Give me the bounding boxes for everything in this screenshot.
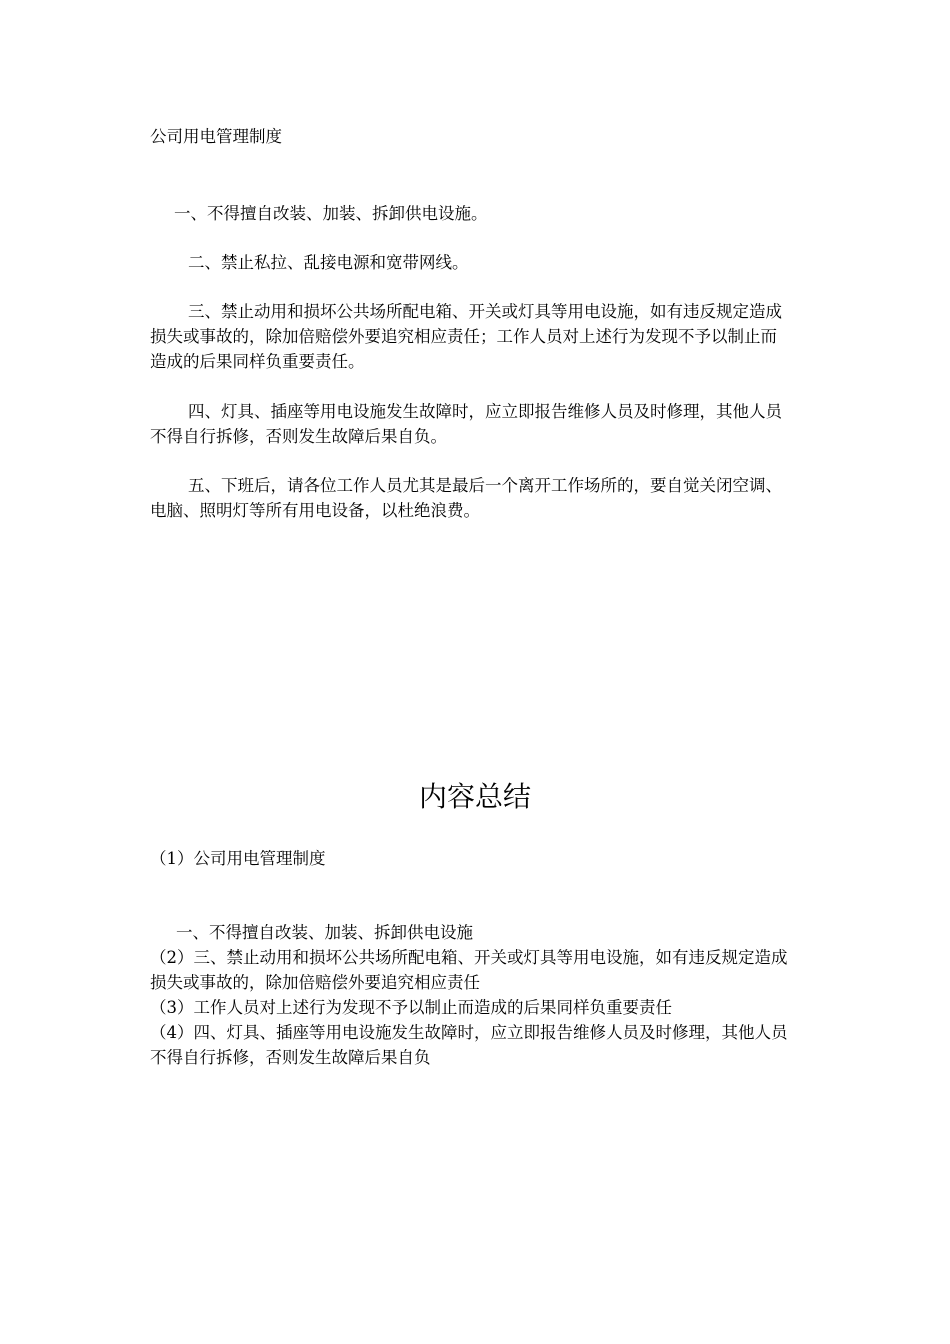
summary-list	[150, 920, 790, 1070]
rule-4: 四、灯具、插座等用电设施发生故障时，应立即报告维修人员及时修理，其他人员不得自行拆修，否则发生故障后果自负。	[150, 402, 782, 446]
rule-2: 二、禁止私拉、乱接电源和宽带网线。	[188, 253, 469, 272]
summary-line: 一、不得擅自改装、加装、拆卸供电设施	[176, 923, 473, 942]
summary-item-1: （1）公司用电管理制度	[150, 849, 326, 868]
rule-5: 五、下班后，请各位工作人员尤其是最后一个离开工作场所的，要自觉关闭空调、电脑、照明灯等所有用电设备，以杜绝浪费。	[150, 476, 782, 520]
rule-3: 三、禁止动用和损坏公共场所配电箱、开关或灯具等用电设施，如有违反规定造成损失或事故的，除加倍赔偿外要追究相应责任；工作人员对上述行为发现不予以制止而造成的后果同样负重要责任。	[150, 302, 782, 371]
summary-item-2: （2）三、禁止动用和损坏公共场所配电箱、开关或灯具等用电设施，如有违反规定造成损失或事故的，除加倍赔偿外要追究相应责任	[150, 948, 788, 992]
summary-item-3: （3）工作人员对上述行为发现不予以制止而造成的后果同样负重要责任	[150, 998, 672, 1017]
summary-item-4: （4）四、灯具、插座等用电设施发生故障时，应立即报告维修人员及时修理，其他人员不得自行拆修，否则发生故障后果自负	[150, 1023, 788, 1067]
rule-1: 一、不得擅自改装、加装、拆卸供电设施。	[174, 204, 488, 223]
summary-heading: 内容总结	[418, 780, 531, 813]
document-title: 公司用电管理制度	[150, 127, 282, 146]
